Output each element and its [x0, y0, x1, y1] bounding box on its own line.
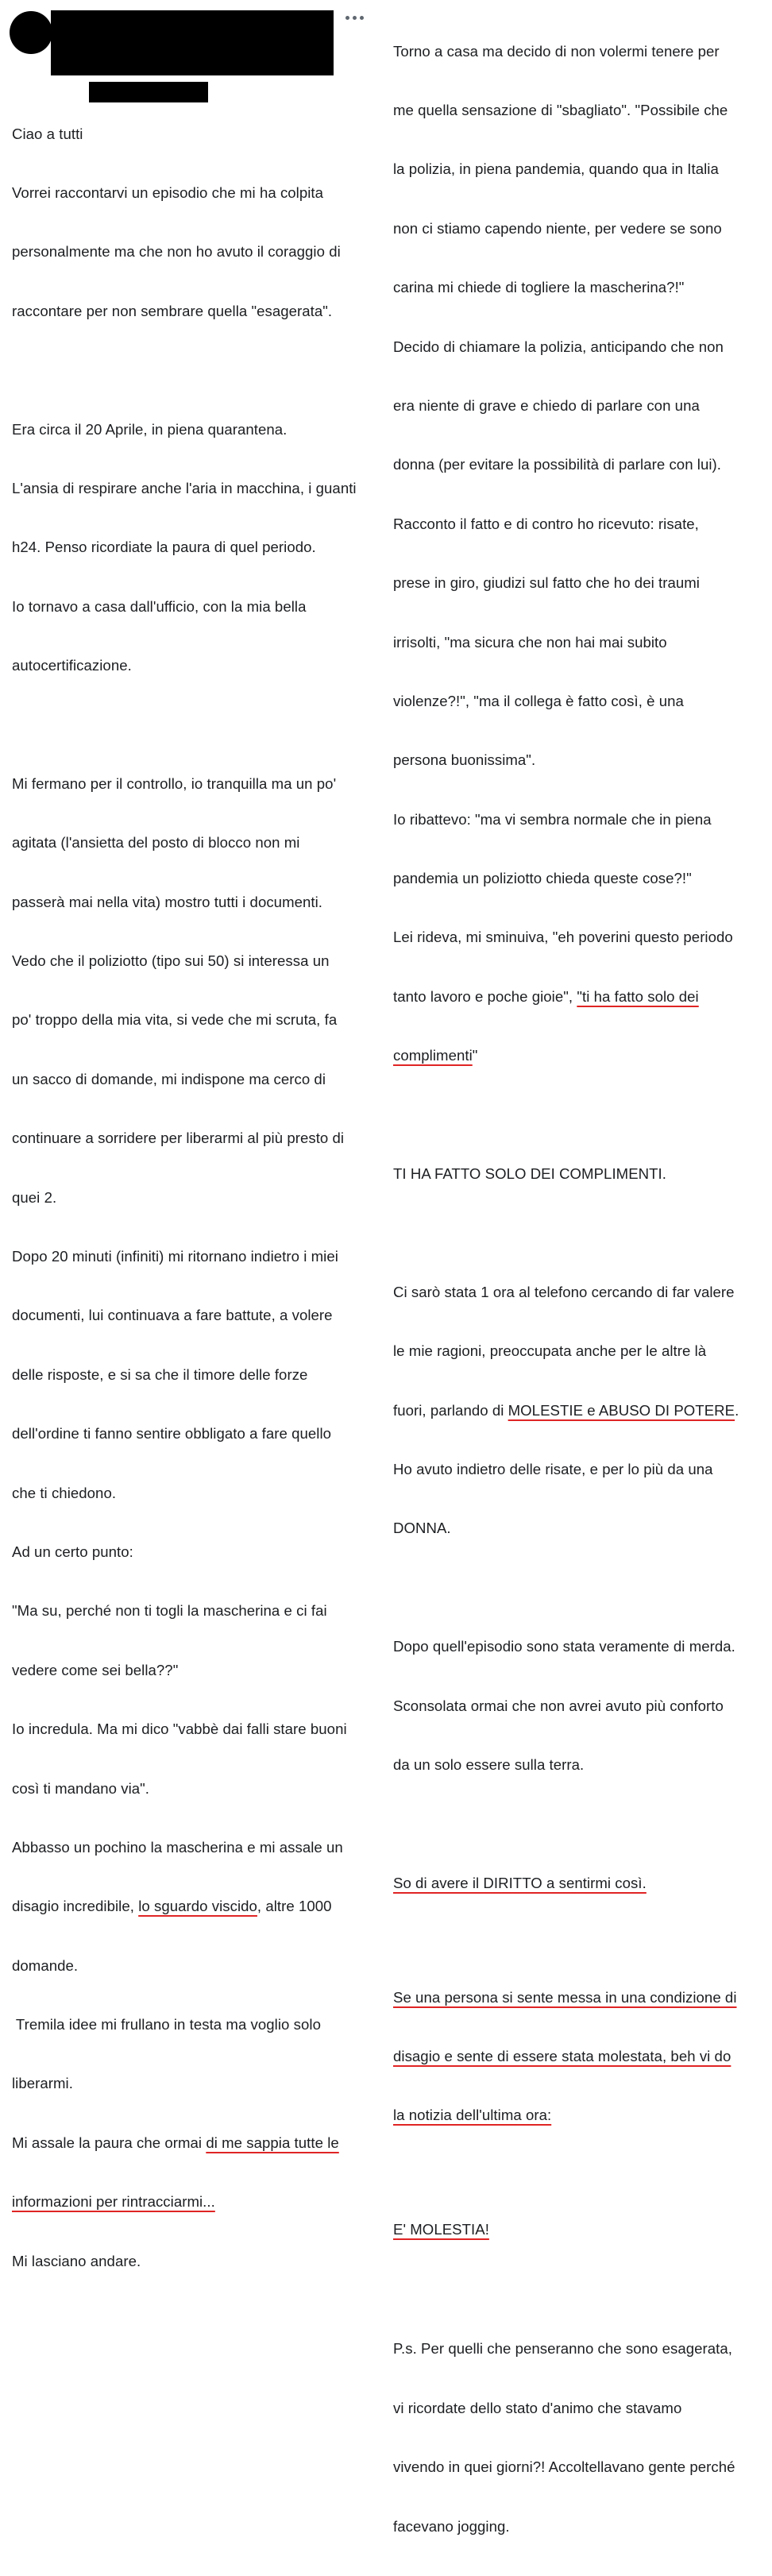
text-line: delle risposte, e si sa che il timore delle forze — [12, 1365, 308, 1383]
text-line: vi ricordate dello stato d'animo che stavamo — [393, 2399, 682, 2416]
text-line — [393, 1874, 739, 1894]
text-line — [393, 1401, 739, 1421]
text-line: vedere come sei bella??" — [12, 1661, 179, 1678]
underlined-text: lo sguardo viscido — [138, 1898, 257, 1915]
text-line: Dopo 20 minuti (infiniti) mi ritornano indietro i miei — [12, 1248, 338, 1265]
text-line: Io incredula. Ma mi dico "vabbè dai falli stare buoni — [12, 1721, 347, 1738]
text-line: passerà mai nella vita) mostro tutti i documenti. — [12, 893, 323, 910]
text-line: autocertificazione. — [12, 657, 132, 674]
text-line: quei 2. — [12, 1188, 57, 1206]
paragraph-gap — [393, 1223, 739, 1243]
text-line: Ciao a tutti — [12, 125, 87, 142]
post-screenshot-right — [381, 0, 772, 2535]
text-line: era niente di grave e chiedo di parlare con una — [393, 396, 700, 414]
underlined-text: complimenti — [393, 1047, 473, 1064]
post-body-left — [12, 85, 357, 2311]
text-line: Io tornavo a casa dall'ufficio, con la mia bella — [12, 597, 307, 615]
text-line: Ho avuto indietro delle risate, e per lo più da una — [393, 1460, 713, 1477]
text-line: Torno a casa ma decido di non volermi tenere per — [393, 42, 720, 60]
text-line: Racconto il fatto e di contro ho ricevuto: risate, — [393, 515, 699, 532]
text-line: Lei rideva, mi sminuiva, "eh poverini questo periodo — [393, 929, 733, 946]
text-line: prese in giro, giudizi sul fatto che ho dei traumi — [393, 574, 700, 592]
text-line: h24. Penso ricordiate la paura di quel periodo. — [12, 539, 316, 556]
text-line: domande. — [12, 1956, 79, 1974]
text-line: Dopo quell'episodio sono stata veramente di merda. — [393, 1638, 735, 1655]
text-line: me quella sensazione di "sbagliato". "Possibile che — [393, 101, 728, 118]
underlined-text: So di avere il DIRITTO a sentirmi così. — [393, 1874, 647, 1891]
text-line — [393, 1046, 739, 1066]
underlined-text: "ti ha fatto solo dei — [577, 987, 699, 1005]
underlined-text: di me sappia tutte le — [206, 2134, 339, 2151]
underlined-text: MOLESTIE e ABUSO DI POTERE — [508, 1401, 735, 1419]
text-line: Ad un certo punto: — [12, 1543, 133, 1560]
text-line: personalmente ma che non ho avuto il coraggio di — [12, 243, 341, 261]
redacted-author-name — [51, 10, 334, 75]
text-line: dell'ordine ti fanno sentire obbligato a fare quello — [12, 1425, 332, 1442]
text-line — [393, 2047, 739, 2067]
paragraph-gap — [12, 716, 357, 736]
column-divider — [373, 0, 381, 852]
text-line: liberarmi. — [12, 2075, 73, 2092]
text-line: così ti mandano via". — [12, 1779, 150, 1797]
text-line: facevano jogging. — [393, 2517, 510, 2535]
text-line: Vorrei raccontarvi un episodio che mi ha colpita — [12, 183, 324, 201]
text-line: documenti, lui continuava a fare battute, a volere — [12, 1307, 333, 1324]
text-line: donna (per evitare la possibilità di parlare con lui). — [393, 456, 722, 473]
post-screenshot-left — [0, 0, 373, 2269]
text-line: agitata (l'ansietta del posto di blocco non mi — [12, 834, 300, 852]
text-line — [12, 1897, 357, 1917]
text-line: persona buonissima". — [393, 751, 536, 769]
text-line: L'ansia di respirare anche l'aria in macchina, i guanti — [12, 479, 357, 496]
text-fragment: Mi assale la paura che ormai — [12, 2134, 207, 2151]
text-line: Era circa il 20 Aprile, in piena quarantena. — [12, 420, 288, 438]
text-line: P.s. Per quelli che penseranno che sono esagerata, — [393, 2340, 733, 2358]
paragraph-gap — [393, 1106, 739, 1126]
text-line: TI HA FATTO SOLO DEI COMPLIMENTI. — [393, 1165, 666, 1183]
text-line: Ci sarò stata 1 ora al telefono cercando di far valere — [393, 1283, 735, 1300]
text-line: le mie ragioni, preoccupata anche per le altre là — [393, 1342, 707, 1360]
text-line: "Ma su, perché non ti togli la mascherina e ci fai — [12, 1602, 327, 1620]
underlined-text: Se una persona si sente messa in una condizione di — [393, 1988, 737, 2006]
text-line: non ci stiamo capendo niente, per vedere se sono — [393, 219, 722, 237]
text-line: che ti chiedono. — [12, 1484, 117, 1501]
text-line: Abbasso un pochino la mascherina e mi assale un — [12, 1838, 343, 1856]
text-line — [393, 2106, 739, 2126]
text-line — [393, 987, 739, 1007]
underlined-text: disagio e sente di essere stata molestata, beh vi do — [393, 2048, 731, 2065]
avatar[interactable] — [10, 11, 52, 54]
text-fragment: " — [472, 1047, 478, 1064]
text-fragment: fuori, parlando di — [393, 1401, 508, 1419]
text-line: Tremila idee mi frullano in testa ma voglio solo — [12, 2016, 321, 2033]
text-fragment: . — [735, 1401, 739, 1419]
text-line: la polizia, in piena pandemia, quando qua in Italia — [393, 160, 719, 178]
text-line: irrisolti, "ma sicura che non hai mai subito — [393, 633, 667, 651]
text-line: da un solo essere sulla terra. — [393, 1755, 585, 1773]
text-line: Mi fermano per il controllo, io tranquilla ma un po' — [12, 774, 337, 792]
paragraph-gap — [393, 2165, 739, 2181]
text-fragment: disagio incredibile, — [12, 1898, 139, 1915]
paragraph-gap — [393, 1933, 739, 1948]
text-line: violenze?!", "ma il collega è fatto così, è una — [393, 692, 684, 709]
text-line: carina mi chiede di togliere la mascherina?!" — [393, 279, 685, 296]
text-line — [12, 2192, 357, 2212]
paragraph-gap — [393, 1814, 739, 1834]
text-line: vivendo in quei giorni?! Accoltellavano gente perché — [393, 2458, 735, 2476]
paragraph-gap — [12, 361, 357, 380]
text-fragment: tanto lavoro e poche gioie", — [393, 987, 577, 1005]
text-line — [393, 2220, 739, 2240]
text-line — [12, 2134, 357, 2153]
text-fragment: , altre 1000 — [257, 1898, 332, 1915]
text-line — [393, 1988, 739, 2008]
text-line: po' troppo della mia vita, si vede che mi scruta, fa — [12, 1011, 338, 1029]
text-line: raccontare per non sembrare quella "esagerata". — [12, 302, 333, 319]
text-line: pandemia un poliziotto chieda queste cose?!" — [393, 870, 692, 887]
post-body-right — [393, 2, 739, 2576]
text-line: Sconsolata ormai che non avrei avuto più conforto — [393, 1697, 724, 1714]
more-horizontal-icon[interactable] — [343, 11, 365, 24]
underlined-text: informazioni per rintracciarmi... — [12, 2193, 215, 2211]
text-line: continuare a sorridere per liberarmi al più presto di — [12, 1130, 345, 1147]
text-line: Vedo che il poliziotto (tipo sui 50) si interessa un — [12, 952, 330, 970]
underlined-text: la notizia dell'ultima ora: — [393, 2107, 552, 2124]
text-line: Decido di chiamare la polizia, anticipando che non — [393, 338, 724, 355]
text-line: Mi lasciano andare. — [12, 2252, 141, 2269]
text-line: un sacco di domande, mi indispone ma cerco di — [12, 1070, 326, 1087]
underlined-text: E' MOLESTIA! — [393, 2221, 489, 2238]
text-line: Io ribattevo: "ma vi sembra normale che in piena — [393, 810, 712, 828]
paragraph-gap — [393, 2280, 739, 2300]
paragraph-gap — [393, 1578, 739, 1598]
text-line: DONNA. — [393, 1520, 451, 1537]
